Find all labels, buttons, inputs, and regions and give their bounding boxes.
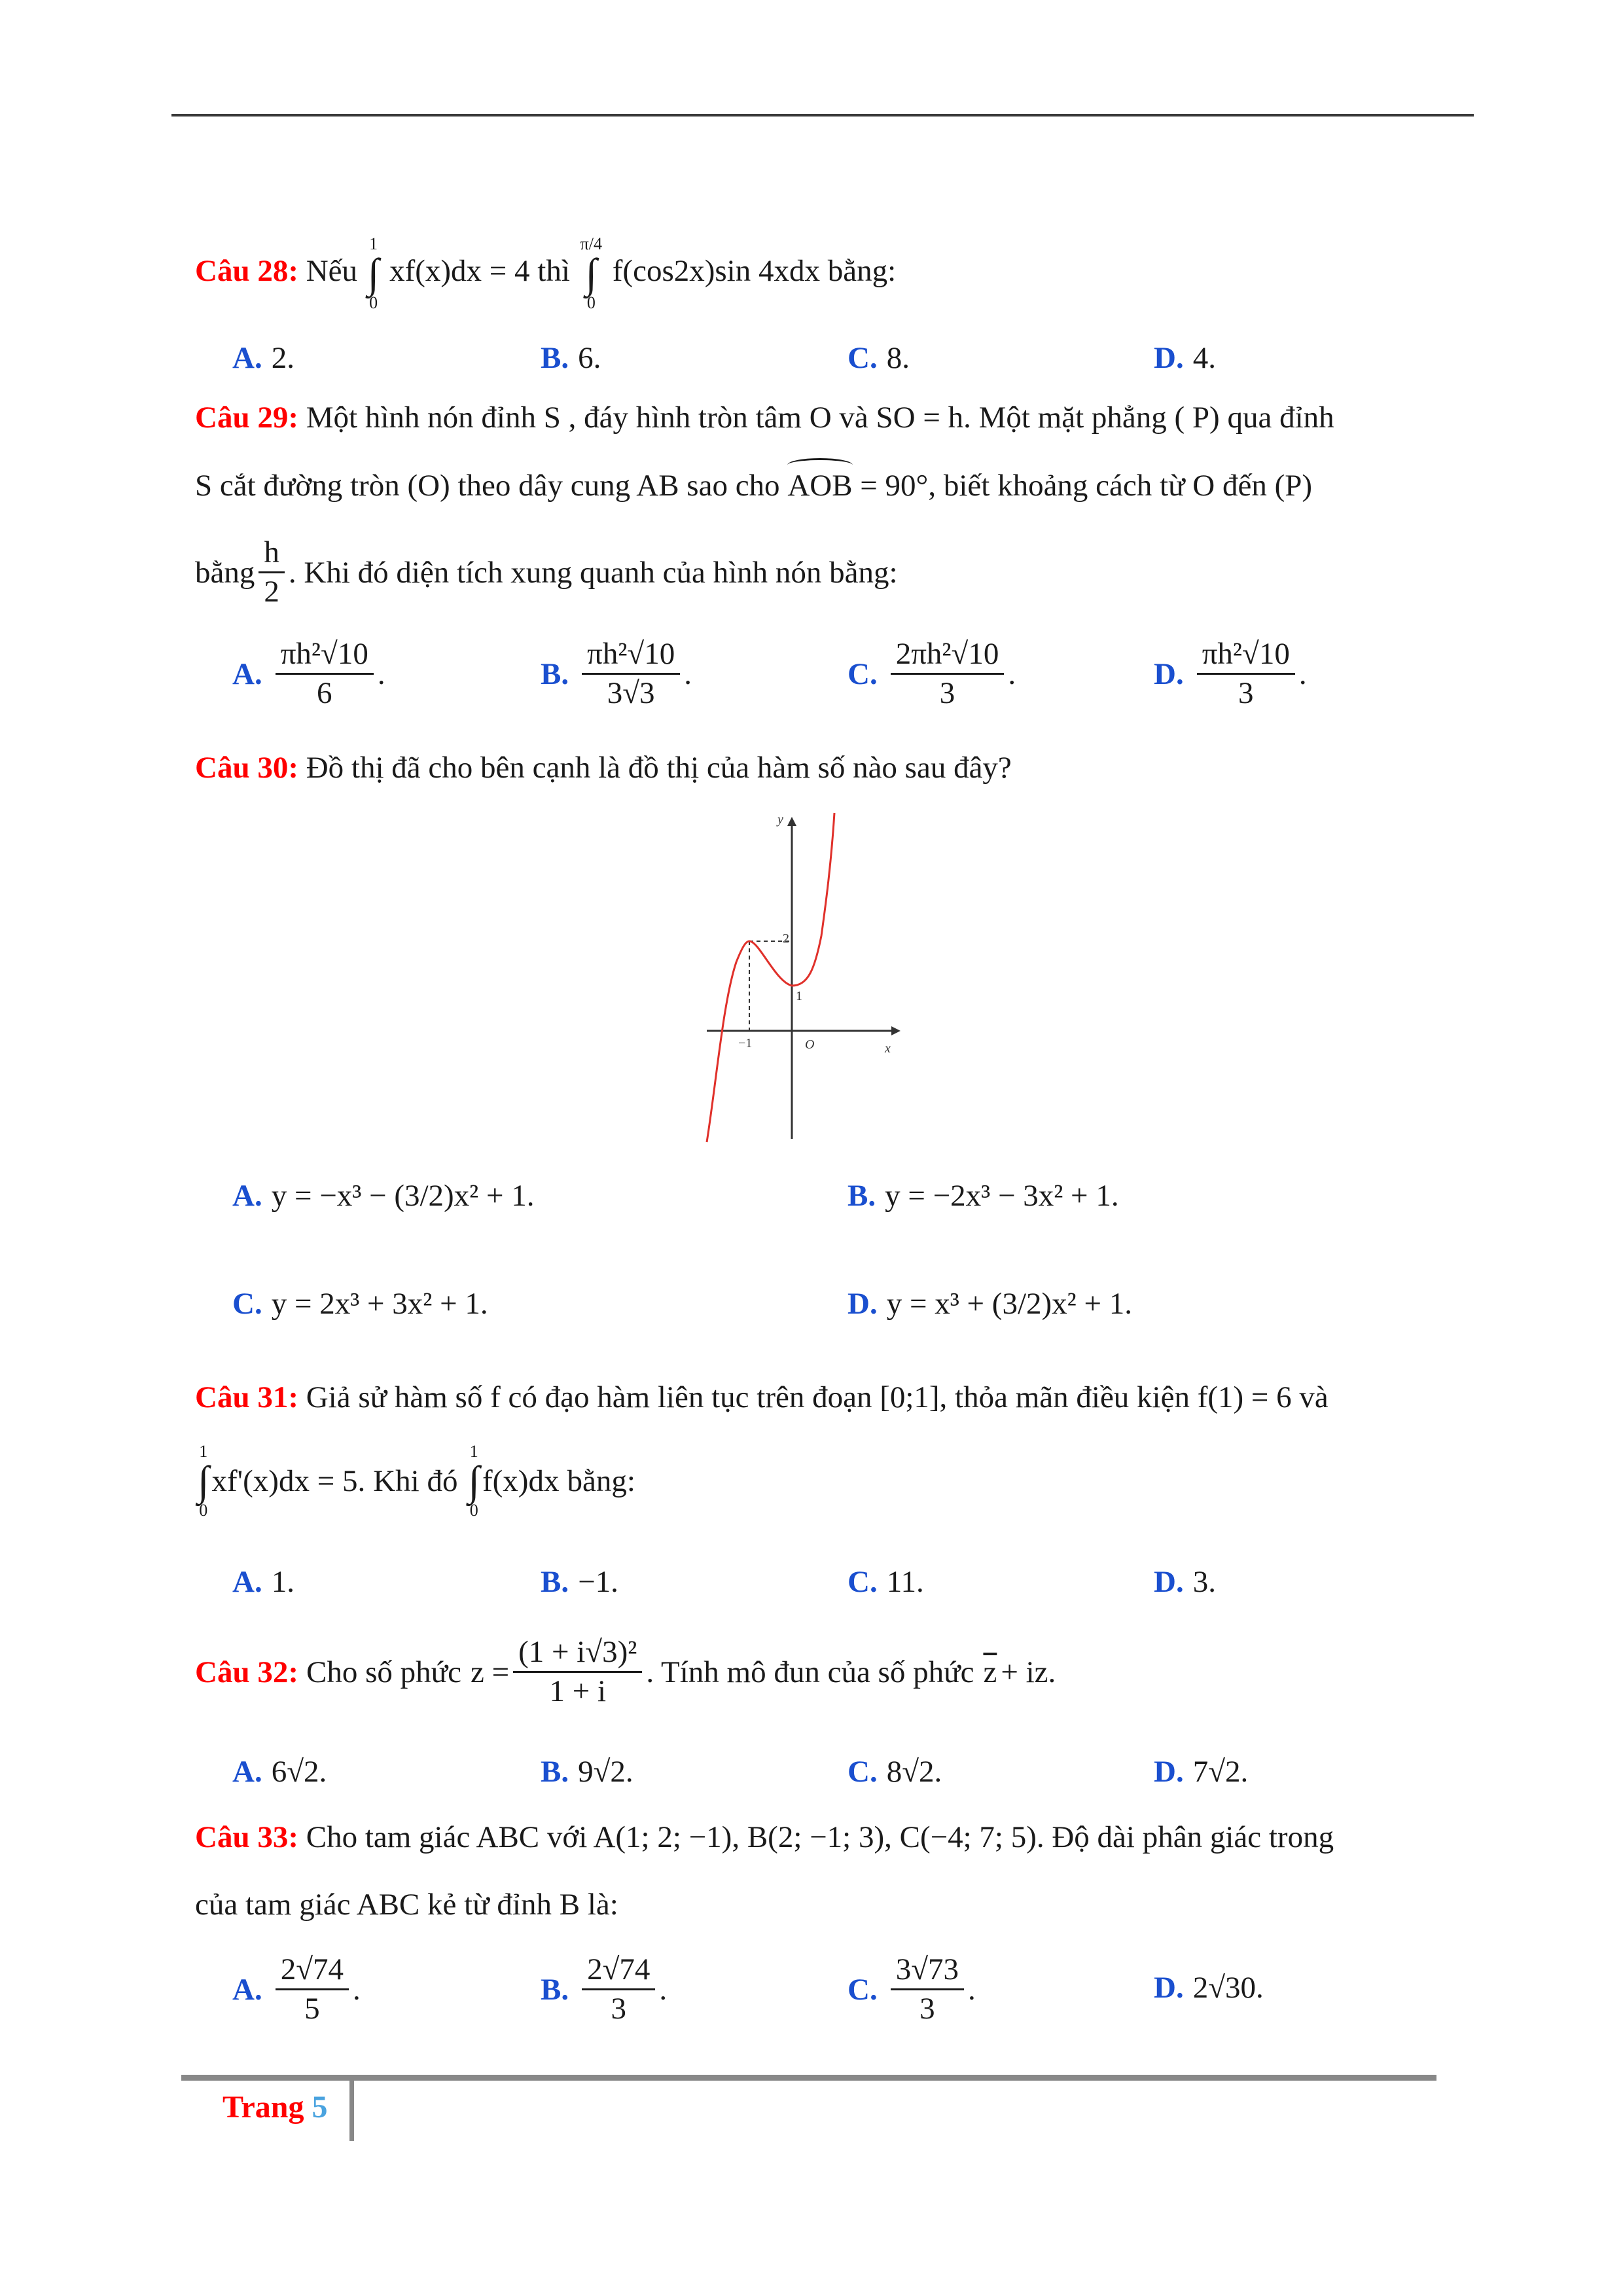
q33-option-a[interactable]: A. $\frac{2√74}{5}$ .	[232, 1952, 361, 2026]
tick-y-1: 1	[796, 989, 802, 1003]
header-rule	[171, 114, 1474, 117]
q28-option-d[interactable]: D. 4.	[1154, 341, 1216, 375]
q30-option-c[interactable]: C. y = 2x³ + 3x² + 1.	[232, 1287, 488, 1321]
question-28-text-3: bằng:	[827, 253, 897, 288]
q31-option-c[interactable]: C. 11.	[847, 1565, 924, 1599]
question-29-line-3: bằng $\frac{h}{2}$ . Khi đó diện tích xung quanh của hình nón bằng:	[195, 535, 898, 609]
question-29-label: Câu 29:	[195, 401, 298, 435]
integral-1-lower: 0	[369, 293, 378, 312]
integral-sign: ∫	[367, 250, 380, 296]
q30-option-d[interactable]: D. y = x³ + (3/2)x² + 1.	[847, 1287, 1133, 1321]
question-33-label: Câu 33:	[195, 1820, 298, 1854]
integral-1-upper: 1	[369, 234, 378, 253]
integral-2-upper: π/4	[580, 234, 603, 253]
q33-option-c[interactable]: C. $\frac{3√73}{3}$ .	[847, 1952, 976, 2026]
integral-sign: ∫	[585, 250, 597, 296]
x-axis-label: x	[885, 1041, 891, 1056]
integral-4: 1 ∫ 0	[468, 1442, 480, 1520]
question-32-label: Câu 32:	[195, 1655, 298, 1689]
integral-sign: ∫	[198, 1458, 209, 1504]
q33-option-b[interactable]: B. $\frac{2√74}{3}$ .	[541, 1952, 668, 2026]
angle-aob: AOB	[787, 466, 852, 505]
question-29-line-1: Câu 29: Một hình nón đỉnh S , đáy hình tròn tâm O và SO = h. Một mặt phẳng ( P) qua đỉnh	[195, 401, 1334, 435]
q29-option-c[interactable]: C. $\frac{\text{2πh²√10}}{3}$ .	[847, 637, 1016, 711]
integral-2	[580, 236, 602, 312]
q30-option-a[interactable]: A. y = −x³ − (3/2)x² + 1.	[232, 1179, 535, 1213]
q28-option-c[interactable]: C. 8.	[847, 341, 910, 375]
q32-option-b[interactable]: B. 9√2.	[541, 1755, 633, 1789]
q29-option-b[interactable]: B. $\frac{\text{πh²√10}}{3√3}$ .	[541, 637, 692, 711]
tick-y-2: 2	[783, 931, 789, 946]
footer-label: Trang	[223, 2090, 304, 2125]
integral-2-lower: 0	[586, 293, 596, 312]
x-axis-arrow	[891, 1026, 901, 1035]
q33-option-d[interactable]: D. 2√30.	[1154, 1971, 1264, 2005]
q28-option-b[interactable]: B. 6.	[541, 341, 601, 375]
footer-rule	[181, 2075, 1436, 2081]
y-axis-label: y	[777, 812, 783, 827]
tick-x-minus-1: −1	[738, 1036, 753, 1050]
question-28-expr-1: xf(x)dx = 4	[389, 253, 530, 288]
q30-option-b-text: y = −2x³ − 3x² + 1.	[885, 1179, 1119, 1213]
footer-divider	[349, 2081, 354, 2141]
question-28-text-2: thì	[537, 253, 570, 288]
question-33-line-1: Câu 33: Cho tam giác ABC với A(1; 2; −1), B(2; −1; 3), C(−4; 7; 5). Độ dài phân giác trong	[195, 1820, 1334, 1854]
question-29-line-2: S cắt đường tròn (O) theo dây cung AB sao cho AOB = 90°, biết khoảng cách từ O đến (P)	[195, 466, 1312, 505]
question-28-text-1: Nếu	[306, 253, 358, 288]
q32-option-c[interactable]: C. 8√2.	[847, 1755, 942, 1789]
question-28-label: Câu 28:	[195, 253, 298, 288]
question-31-label: Câu 31:	[195, 1380, 298, 1414]
q30-option-a-text: y = −x³ − (3/2)x² + 1.	[271, 1179, 535, 1213]
q30-option-c-text: y = 2x³ + 3x² + 1.	[271, 1287, 488, 1321]
question-28-expr-2: f(cos2x)sin 4xdx	[612, 253, 820, 288]
cubic-graph	[700, 805, 910, 1158]
q31-option-d[interactable]: D. 3.	[1154, 1565, 1216, 1599]
question-31-line-1: Câu 31: Giả sử hàm số f có đạo hàm liên tục trên đoạn [0;1], thỏa mãn điều kiện f(1) = 6 và	[195, 1380, 1329, 1414]
question-30: Câu 30: Đồ thị đã cho bên cạnh là đồ thị của hàm số nào sau đây?	[195, 751, 1012, 785]
fraction-h-over-2: $\frac{h}{2}$	[259, 537, 285, 609]
question-33-line-2: của tam giác ABC kẻ từ đỉnh B là:	[195, 1888, 618, 1922]
fraction-z: $\frac{\text{(1 + i√3)²}}{1 + i}$	[513, 1636, 642, 1708]
question-28	[195, 236, 896, 312]
question-30-label: Câu 30:	[195, 751, 298, 785]
q28-option-a[interactable]: A. 2.	[232, 341, 294, 375]
page-number: 5	[312, 2090, 328, 2125]
q29-option-a[interactable]: A. $\frac{\text{πh²√10}}{6}$ .	[232, 637, 385, 711]
q32-option-d[interactable]: D. 7√2.	[1154, 1755, 1249, 1789]
question-31-line-2: 1 ∫ 0 xf'(x)dx = 5. Khi đó 1 ∫ 0 f(x)dx bằng:	[198, 1442, 635, 1520]
q31-option-a[interactable]: A. 1.	[232, 1565, 294, 1599]
question-32: Câu 32: Cho số phức z = $\frac{\text{(1 + i√3)²}}{1 + i}$ . Tính mô đun của số phức $\overline{z}$ + iz.	[195, 1635, 1056, 1709]
q31-option-b[interactable]: B. −1.	[541, 1565, 618, 1599]
q30-option-b[interactable]: B. y = −2x³ − 3x² + 1.	[847, 1179, 1119, 1213]
y-axis-arrow	[787, 817, 796, 826]
q32-option-a[interactable]: A. 6√2.	[232, 1755, 327, 1789]
page-footer	[223, 2089, 327, 2125]
q29-option-d[interactable]: D. $\frac{\text{πh²√10}}{3}$ .	[1154, 637, 1307, 711]
integral-3: 1 ∫ 0	[198, 1442, 209, 1520]
integral-1	[368, 236, 380, 312]
origin-label: O	[805, 1037, 815, 1052]
integral-sign: ∫	[468, 1458, 480, 1504]
cubic-curve	[707, 813, 834, 1142]
z-conjugate: $\overline{z}$	[983, 1655, 997, 1689]
q30-option-d-text: y = x³ + (3/2)x² + 1.	[886, 1287, 1133, 1321]
